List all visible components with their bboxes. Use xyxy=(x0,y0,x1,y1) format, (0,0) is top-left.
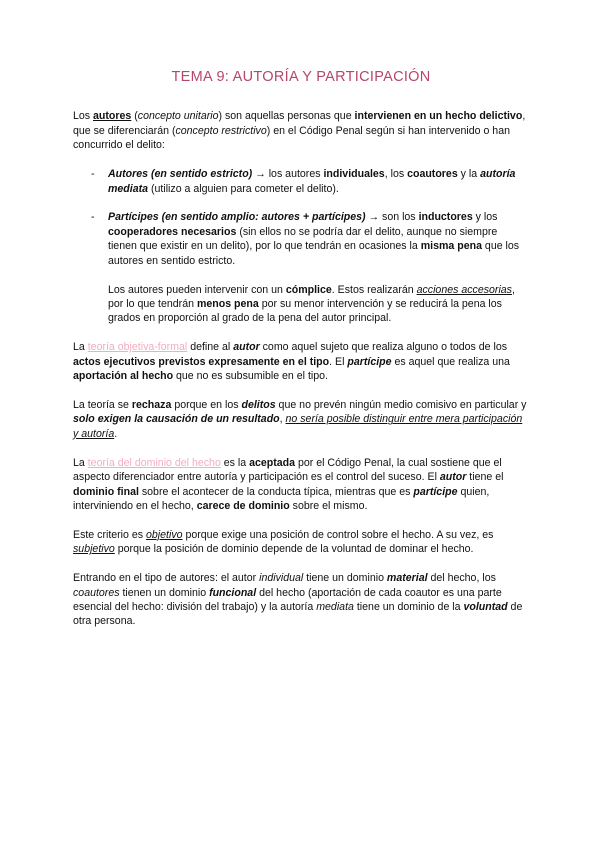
term-complice: cómplice xyxy=(285,283,332,296)
text: porque en los xyxy=(171,399,242,411)
text: quien, interviniendo en el hecho, xyxy=(73,485,490,512)
term-coautores: coautores xyxy=(407,168,458,181)
bullet-dash: - xyxy=(91,168,95,181)
term-concepto-unitario: concepto unitario xyxy=(137,110,219,123)
text: La xyxy=(73,341,88,354)
term-acciones-accesorias: acciones accesorias xyxy=(416,283,512,296)
term-inductores: inductores xyxy=(418,211,473,224)
term-funcional: funcional xyxy=(209,586,257,599)
text: → los autores xyxy=(252,168,324,181)
term-individuales: individuales xyxy=(323,168,385,181)
term-coautores: coautores xyxy=(73,586,120,599)
term-dominio-final: dominio final xyxy=(73,485,139,498)
text: (sin ellos no se podría dar el delito, aunque no siempre tienen que existir en un delito), por lo que tendrán en ocasiones la xyxy=(108,225,498,253)
bullet-list xyxy=(73,167,529,268)
text: tiene un dominio de la xyxy=(353,600,464,613)
text: ) son aquellas personas que xyxy=(218,110,355,123)
text: como aquel sujeto que realiza alguno o todos de los xyxy=(259,341,508,354)
term-concepto-restrictivo: concepto restrictivo xyxy=(175,124,267,137)
text: , que se diferenciarán ( xyxy=(73,110,526,137)
term-objetivo: objetivo xyxy=(146,528,183,541)
term-no-seria-posible: no sería posible distinguir entre mera participación y autoría xyxy=(73,413,523,440)
text: tienen un dominio xyxy=(119,586,210,599)
text: que no es subsumible en el tipo. xyxy=(173,370,328,383)
text: que los autores en sentido estricto. xyxy=(108,240,520,267)
text: y los xyxy=(472,211,498,224)
text: ) en el Código Penal según si han intervenido o han concurrido el delito: xyxy=(73,124,510,152)
paragraph-criterio xyxy=(73,528,529,557)
term-rechaza: rechaza xyxy=(131,399,172,411)
text: de otra persona. xyxy=(73,600,523,628)
term-solo-exigen: solo exigen la causación de un resultado xyxy=(73,413,280,426)
text: (utilizo a alguien para cometer el delito). xyxy=(148,182,339,195)
text: La teoría se xyxy=(73,399,132,411)
text: Este criterio es xyxy=(73,528,147,541)
text: La xyxy=(73,456,88,469)
term-subjetivo: subjetivo xyxy=(73,543,115,556)
bullet-dash: - xyxy=(91,211,95,224)
term-aceptada: aceptada xyxy=(249,456,296,469)
paragraph-tipo-autores xyxy=(73,571,529,629)
term-cooperadores: cooperadores necesarios xyxy=(108,225,237,238)
text: tiene el xyxy=(466,471,504,484)
text: Entrando en el tipo de autores: el autor xyxy=(73,572,260,585)
text: porque exige una posición de control sobre el hecho. A su vez, es xyxy=(182,528,494,541)
list-item-participes xyxy=(73,210,529,268)
term-teoria-dominio-hecho: teoría del dominio del hecho xyxy=(87,456,221,469)
text: por el Código Penal, la cual sostiene que el aspecto diferenciador entre autoría y participación es el control del suceso. El xyxy=(73,456,502,484)
term-participes: Partícipes (en sentido amplio: autores + partícipes) xyxy=(108,211,366,224)
text: del hecho, los xyxy=(427,572,496,585)
text: , por lo que tendrán xyxy=(108,283,515,310)
text: del hecho (aportación de cada coautor es una parte esencial del hecho: división del trabajo) y la autoría xyxy=(73,586,502,613)
term-participe: partícipe xyxy=(347,355,392,368)
term-menos-pena: menos pena xyxy=(196,297,259,310)
text: . xyxy=(114,427,118,440)
paragraph-teoria-objetiva xyxy=(73,340,529,383)
list-item-autores xyxy=(73,167,529,196)
term-autor: autor xyxy=(233,341,260,354)
text: → son los xyxy=(365,211,419,224)
text: es aquel que realiza una xyxy=(391,355,510,368)
paragraph-rechaza xyxy=(73,398,529,441)
document-page xyxy=(73,70,529,643)
term-delitos: delitos xyxy=(241,399,276,411)
text: , los xyxy=(384,168,408,181)
text: . El xyxy=(329,355,348,368)
term-autor: autor xyxy=(439,471,467,484)
text: porque la posición de dominio depende de la voluntad de dominar el hecho. xyxy=(114,543,474,556)
page-title: TEMA 9: AUTORÍA Y PARTICIPACIÓN xyxy=(171,69,431,85)
term-voluntad: voluntad xyxy=(463,600,508,613)
text: Los xyxy=(73,110,94,123)
text: por su menor intervención y se reducirá la pena los grados en proporción al grado de la pena del autor principal. xyxy=(108,297,502,325)
term-participe: partícipe xyxy=(413,485,458,498)
term-intervienen: intervienen en un hecho delictivo xyxy=(354,110,523,123)
text: ( xyxy=(131,110,138,123)
text: es la xyxy=(220,456,250,469)
term-teoria-objetiva-formal: teoría objetiva-formal xyxy=(87,341,188,354)
text: sobre el acontecer de la conducta típica, mientras que es xyxy=(138,485,414,498)
term-material: material xyxy=(386,572,428,585)
term-individual: individual xyxy=(259,572,304,585)
term-mediata: mediata xyxy=(316,600,354,613)
paragraph-complice xyxy=(73,283,529,326)
term-carece-dominio: carece de dominio xyxy=(196,499,290,512)
term-actos-ejecutivos: actos ejecutivos previstos expresamente en el tipo xyxy=(73,355,330,368)
text: define al xyxy=(187,341,234,354)
text: tiene un dominio xyxy=(303,572,387,585)
paragraph-dominio-hecho xyxy=(73,456,529,514)
term-aportacion: aportación al hecho xyxy=(73,370,174,383)
term-autoria-mediata: autoría mediata xyxy=(108,168,516,195)
text: . Estos realizarán xyxy=(331,283,417,296)
term-misma-pena: misma pena xyxy=(420,240,482,253)
text: y la xyxy=(457,168,481,181)
text: Los autores pueden intervenir con un xyxy=(108,283,286,296)
term-autores-estricto: Autores (en sentido estricto) xyxy=(108,168,253,181)
term-autores: autores xyxy=(93,110,132,123)
text: que no prevén ningún medio comisivo en particular y xyxy=(275,399,527,411)
paragraph-autores xyxy=(73,109,529,152)
text: , xyxy=(279,413,286,426)
text: sobre el mismo. xyxy=(289,499,368,512)
